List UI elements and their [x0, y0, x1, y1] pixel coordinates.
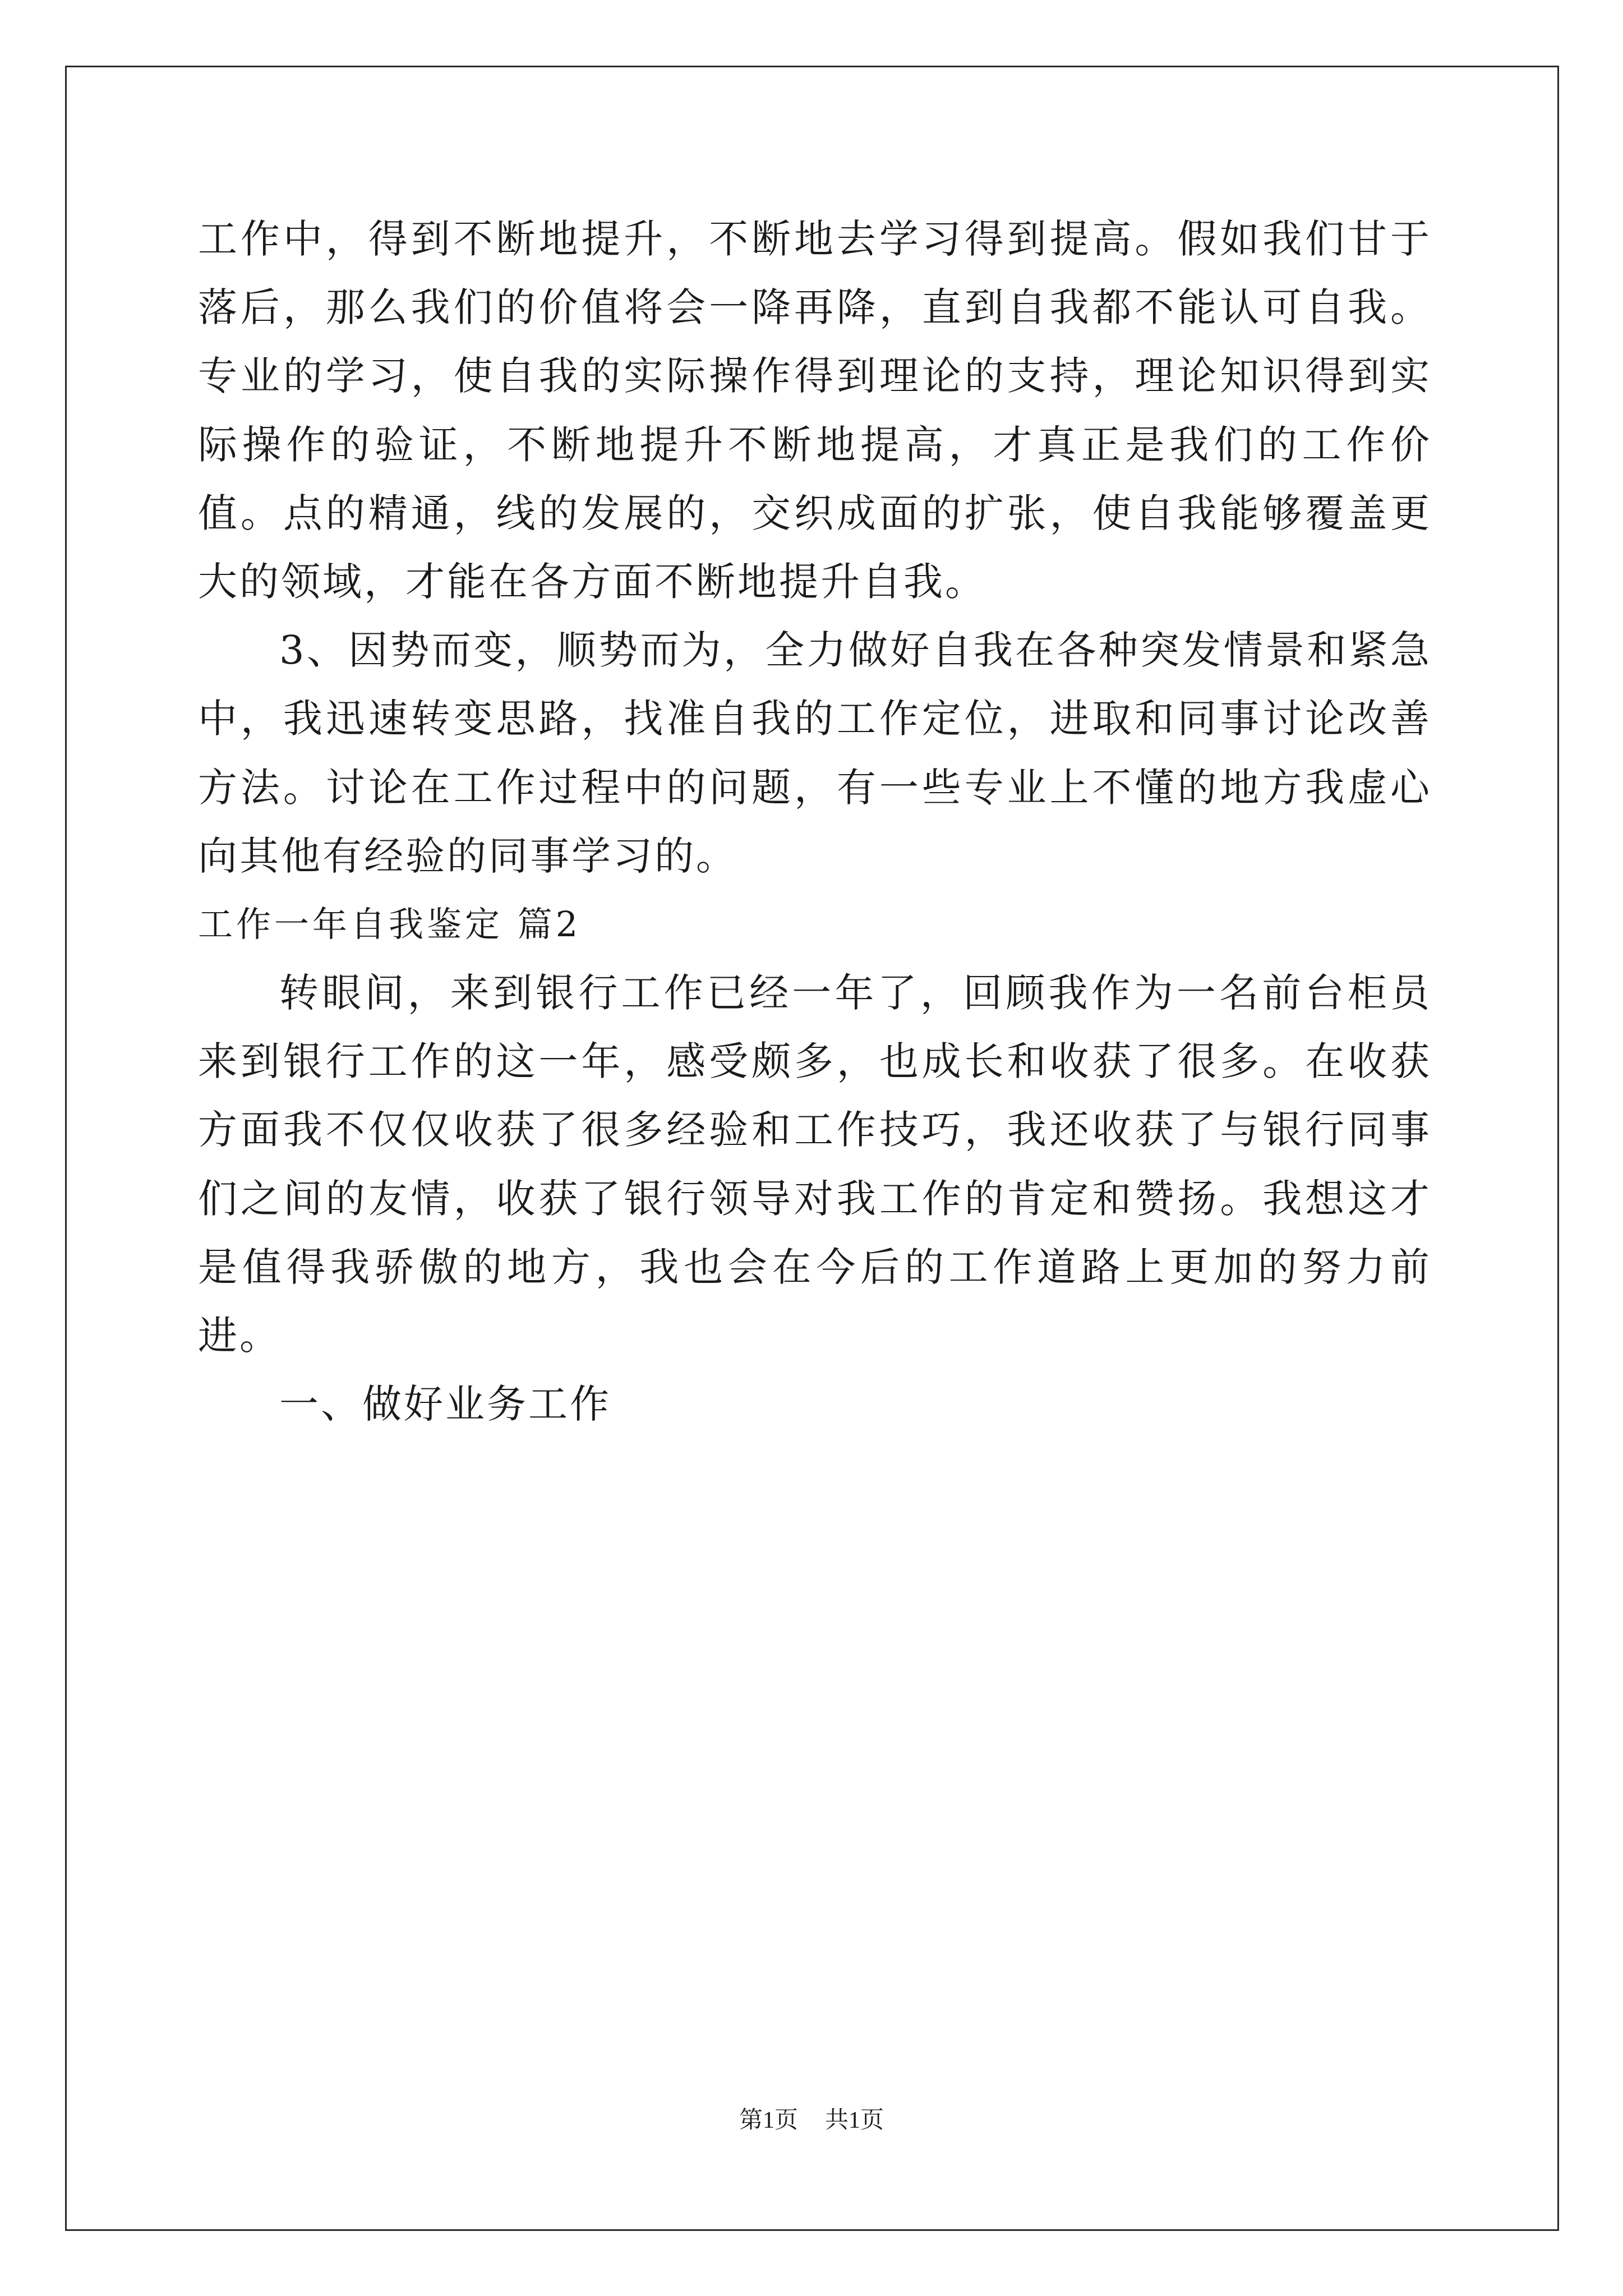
- paragraph-point-3: 3、因势而变，顺势而为，全力做好自我在各种突发情景和紧急中，我迅速转变思路，找准自我的工作定位，进取和同事讨论改善方法。讨论在工作过程中的问题，有一些专业上不懂的地方我虚心向其他有经验的同事学习的。: [198, 627, 1432, 879]
- page-footer: [0, 2106, 1623, 2134]
- document-body: [198, 205, 1432, 1438]
- subheading-business-work: 一、做好业务工作: [279, 1381, 611, 1428]
- section-heading: 工作一年自我鉴定 篇2: [198, 904, 582, 945]
- paragraph-continuation: 工作中，得到不断地提升，不断地去学习得到提高。假如我们甘于落后，那么我们的价值将会一降再降，直到自我都不能认可自我。专业的学习，使自我的实际操作得到理论的支持，理论知识得到实际操作的验证，不断地提升不断地提高，才真正是我们的工作价值。点的精通，线的发展的，交织成面的扩张，使自我能够覆盖更大的领域，才能在各方面不断地提升自我。: [198, 216, 1432, 605]
- page-number: 第1页: [739, 2108, 798, 2133]
- paragraph-intro: 转眼间，来到银行工作已经一年了，回顾我作为一名前台柜员来到银行工作的这一年，感受颇多，也成长和收获了很多。在收获方面我不仅仅收获了很多经验和工作技巧，我还收获了与银行同事们之间的友情，收获了银行领导对我工作的肯定和赞扬。我想这才是值得我骄傲的地方，我也会在今后的工作道路上更加的努力前进。: [198, 970, 1432, 1359]
- page-total: 共1页: [825, 2108, 884, 2133]
